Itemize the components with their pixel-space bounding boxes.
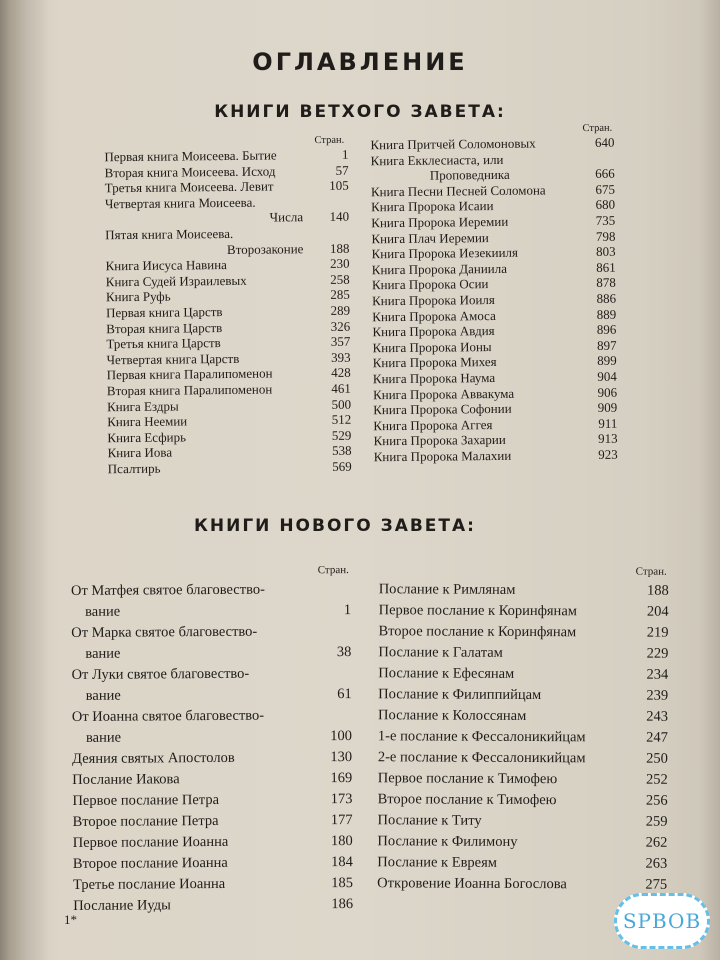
toc-entry-title-line: Книга Пророка Иезекииля	[371, 244, 519, 262]
toc-entry-title-continuation: Числа	[269, 209, 304, 225]
toc-entry-title-line: Первая книга Моисеева. Бытие	[104, 147, 277, 165]
toc-entry-title-line: Послание к Евреям	[377, 854, 498, 871]
toc-entry	[73, 873, 353, 896]
toc-entry-title-continuation: вание	[85, 687, 121, 704]
toc-entry-title-line: Книга Пророка Даниила	[371, 260, 508, 278]
toc-entry	[371, 150, 615, 184]
toc-entry-page-number: 188	[329, 240, 350, 256]
toc-entry-title-line: Второе послание Иоанна	[72, 854, 228, 872]
toc-entry-title-line: Книга Пророка Наума	[372, 369, 496, 387]
toc-entry-page-number: 428	[331, 365, 351, 381]
toc-entry	[378, 621, 668, 644]
watermark-logo: SPBOB	[614, 893, 710, 949]
toc-entry-page-number: 100	[330, 728, 353, 745]
page-column-label: Стран.	[317, 564, 349, 577]
toc-entry-title	[108, 459, 306, 477]
toc-entry-page-number: 275	[645, 876, 668, 893]
toc-entry	[73, 852, 353, 875]
toc-entry-title	[71, 579, 301, 623]
toc-entry-page-number: 38	[336, 644, 352, 661]
toc-entry-page-number: 861	[596, 259, 616, 275]
toc-entry-title-line: 1-е послание к Фессалоникийцам	[377, 728, 586, 746]
toc-entry	[71, 579, 351, 623]
page-column-label: Стран.	[582, 122, 613, 135]
toc-entry	[374, 447, 618, 465]
toc-entry-title	[73, 810, 303, 833]
toc-entry-title	[379, 600, 619, 622]
toc-entry	[72, 789, 352, 812]
toc-entry-page-number: 247	[646, 729, 668, 746]
toc-entry-title-line: Четвертая книга Царств	[106, 350, 240, 367]
toc-entry-title-line: Второе послание Петра	[72, 812, 219, 830]
toc-entry-title	[72, 768, 302, 791]
toc-entry-title-line: Вторая книга Моисеева. Исход	[104, 163, 276, 180]
toc-entry-page-number: 680	[595, 197, 616, 213]
toc-entry-page-number: 735	[595, 212, 616, 228]
toc-entry-page-number: 461	[331, 380, 351, 396]
toc-entry-page-number: 256	[645, 792, 668, 809]
toc-entry-page-number: 326	[330, 318, 351, 334]
toc-entry-title-line: Послание к Колоссянам	[378, 707, 527, 725]
toc-entry-title-line: От Иоанна святое благовество-	[71, 707, 265, 725]
toc-entry-title	[377, 831, 617, 853]
toc-entry-page-number: 243	[646, 708, 669, 725]
toc-entry-title	[378, 768, 618, 790]
toc-entry-title-line: Книга Пророка Софонии	[373, 400, 512, 418]
toc-entry	[378, 684, 668, 707]
toc-entry-page-number: 177	[330, 812, 353, 829]
toc-entry-title-line: Книга Пророка Ионы	[372, 338, 492, 355]
toc-entry-page-number: 904	[597, 368, 617, 384]
toc-entry-title	[377, 852, 617, 874]
toc-entry-title	[73, 873, 303, 896]
toc-entry-title-line: Четвертая книга Моисеева.	[104, 194, 256, 212]
toc-entry-title	[379, 579, 619, 601]
old-testament-left-column	[104, 135, 352, 477]
toc-entry-title-line: Послание к Ефесянам	[378, 665, 515, 682]
toc-entry-title-line: Книга Есфирь	[107, 429, 187, 445]
toc-entry-title-line: Первое послание к Коринфянам	[378, 602, 578, 620]
toc-entry	[378, 642, 668, 665]
toc-entry-title	[72, 705, 302, 749]
toc-entry-title-line: От Матфея святое благовество-	[70, 581, 265, 599]
toc-entry-page-number: 538	[331, 442, 352, 459]
toc-entry-page-number: 666	[595, 165, 615, 182]
toc-entry-page-number: 899	[597, 353, 617, 369]
toc-entry-title-line: Вторая книга Паралипоменон	[106, 381, 273, 399]
toc-entry-page-number: 675	[595, 181, 615, 197]
toc-entry	[378, 789, 668, 812]
toc-entry-title	[377, 873, 617, 895]
toc-entry-page-number: 250	[646, 750, 668, 767]
toc-entry-title-line: Третья книга Моисеева. Левит	[104, 178, 274, 196]
toc-entry	[379, 579, 669, 602]
toc-entry-title-line: Откровение Иоанна Богослова	[377, 875, 567, 893]
toc-entry-title-line: Послание к Филимону	[377, 833, 518, 850]
toc-entry-title-line: Псалтирь	[107, 460, 161, 477]
toc-entry-title	[72, 747, 302, 770]
toc-entry	[377, 831, 667, 854]
toc-entry-title-continuation: вание	[85, 603, 121, 620]
toc-entry	[379, 600, 669, 623]
toc-entry-page-number: 906	[597, 384, 618, 400]
toc-entry-title	[73, 852, 303, 875]
toc-entry-title-line: Книга Притчей Соломоновых	[370, 135, 536, 153]
toc-entry-title-continuation: вание	[85, 645, 121, 662]
toc-entry-title-line: Послание к Титу	[377, 812, 482, 829]
toc-entry-page-number: 889	[596, 306, 617, 322]
toc-entry-title-line: Книга Пророка Авдия	[372, 323, 495, 340]
toc-entry-title	[378, 705, 618, 727]
toc-entry-page-number: 878	[596, 275, 616, 291]
toc-entry-title	[377, 810, 617, 832]
toc-entry-title-line: Послание к Филиппийцам	[378, 686, 542, 704]
toc-entry-title	[105, 194, 303, 227]
toc-entry-title-line: Третье послание Иоанна	[72, 875, 226, 893]
toc-entry-title	[371, 151, 569, 184]
toc-entry-title-line: Послание к Римлянам	[378, 581, 516, 598]
toc-entry-title-line: Послание к Галатам	[378, 644, 503, 661]
toc-entry	[73, 831, 353, 854]
toc-entry-title-continuation: вание	[85, 729, 122, 746]
toc-entry-title	[71, 663, 301, 707]
toc-entry-page-number: 258	[330, 271, 350, 287]
toc-entry-title	[378, 747, 618, 769]
toc-entry-title-line: Книга Ездры	[106, 398, 179, 414]
toc-entry-title	[71, 621, 301, 665]
toc-entry-title	[378, 726, 618, 748]
toc-entry-page-number: 500	[331, 396, 352, 412]
toc-entry-title-line: Первое послание Петра	[72, 791, 220, 809]
toc-entry-page-number: 1	[343, 602, 352, 619]
toc-entry-title	[374, 447, 572, 465]
toc-entry-title-line: Послание Иуды	[73, 897, 171, 914]
toc-entry-title-line: От Луки святое благовество-	[71, 665, 250, 683]
toc-entry-title-line: Книга Пророка Малахии	[373, 447, 512, 465]
toc-entry	[377, 852, 667, 875]
toc-entry-title-line: От Марка святое благовество-	[71, 623, 258, 641]
toc-entry	[377, 810, 667, 833]
toc-entry	[370, 135, 614, 153]
new-testament-left-column	[71, 561, 353, 917]
toc-entry-page-number: 285	[330, 287, 350, 303]
toc-entry-page-number: 262	[645, 834, 668, 851]
toc-entry-page-number: 61	[337, 686, 352, 703]
toc-entry-title-line: Книга Песни Песней Соломона	[370, 182, 546, 200]
toc-entry-title-line: Первое послание к Тимофею	[377, 770, 558, 788]
toc-entry-title	[378, 621, 618, 643]
toc-entry-title	[73, 894, 303, 917]
toc-entry-page-number: 897	[596, 337, 617, 353]
toc-entry	[108, 459, 352, 477]
signature-mark: 1*	[64, 912, 77, 927]
toc-entry-title-line: Книга Пророка Иоиля	[371, 291, 495, 309]
toc-entry	[71, 663, 351, 707]
toc-entry-page-number: 913	[597, 430, 618, 447]
old-testament-heading: КНИГИ ВЕТХОГО ЗАВЕТА:	[214, 102, 506, 122]
toc-entry-title-line: Книга Пророка Михея	[372, 354, 497, 371]
toc-entry-page-number: 173	[330, 791, 353, 808]
toc-entry-page-number: 911	[598, 415, 618, 431]
toc-entry-title-line: Вторая книга Царств	[106, 319, 223, 336]
toc-entry-title-line: Первое послание Иоанна	[72, 833, 229, 851]
toc-entry-page-number: 184	[331, 854, 353, 871]
toc-entry-page-number: 140	[329, 209, 350, 225]
toc-entry	[378, 705, 668, 728]
toc-entry-title-line: Книга Иова	[107, 444, 173, 461]
old-testament-right-column	[370, 123, 618, 465]
toc-entry	[377, 873, 667, 896]
toc-entry-page-number: 239	[646, 687, 669, 704]
toc-entry-title	[73, 831, 303, 854]
toc-entry-title-line: Второе послание к Коринфянам	[378, 623, 577, 641]
toc-entry-page-number: 130	[330, 749, 353, 766]
toc-entry-title-line: Книга Пророка Иеремии	[371, 213, 509, 231]
toc-entry-page-number: 263	[645, 855, 668, 872]
toc-entry-title-line: Послание Иакова	[72, 771, 180, 788]
toc-entry-page-number: 1	[341, 146, 349, 162]
toc-entry	[378, 768, 668, 791]
toc-entry	[378, 747, 668, 770]
toc-entry-title	[378, 789, 618, 811]
toc-entry	[378, 726, 668, 749]
page-title: ОГЛАВЛЕНИЕ	[252, 48, 468, 76]
new-testament-heading: КНИГИ НОВОГО ЗАВЕТА:	[194, 516, 476, 536]
new-testament-right-column	[377, 561, 669, 896]
toc-entry-title	[378, 663, 618, 685]
toc-entry-page-number: 229	[646, 645, 669, 662]
toc-entry-title-line: Книга Пророка Амоса	[372, 307, 496, 324]
toc-entry-page-number: 204	[646, 603, 669, 620]
toc-entry-page-number: 185	[331, 875, 354, 892]
toc-entry-page-number: 234	[646, 666, 669, 683]
toc-entry-title-line: Первая книга Царств	[105, 303, 223, 321]
toc-entry-title-line: Пятая книга Моисеева.	[105, 225, 234, 243]
toc-entry-title-line: Книга Пророка Аггея	[373, 416, 493, 433]
toc-entry-page-number: 803	[595, 243, 616, 260]
toc-entry-page-number: 529	[331, 427, 352, 443]
toc-entry	[378, 663, 668, 686]
toc-entry-title-line: Третья книга Царств	[106, 335, 221, 352]
toc-entry-page-number: 230	[329, 255, 350, 272]
page-column-label: Стран.	[635, 565, 667, 578]
toc-entry-title-line: Книга Иисуса Навина	[105, 257, 227, 274]
page-column-label: Стран.	[314, 134, 345, 147]
toc-entry-page-number: 57	[335, 162, 349, 178]
toc-entry	[72, 747, 352, 770]
toc-entry-page-number: 909	[597, 399, 618, 416]
toc-entry-page-number: 186	[331, 896, 354, 913]
toc-entry-page-number: 219	[646, 624, 669, 641]
toc-entry-title	[105, 225, 303, 258]
toc-entry-title-line: Книга Пророка Аввакума	[372, 385, 515, 402]
toc-entry-title-continuation: Проповедника	[429, 167, 510, 183]
toc-entry	[72, 768, 352, 791]
toc-entry-title-line: 2-е послание к Фессалоникийцам	[377, 749, 586, 767]
toc-entry-title-line: Книга Неемии	[107, 413, 188, 430]
toc-entry-title	[378, 642, 618, 664]
toc-entry-page-number: 886	[596, 290, 617, 306]
toc-entry	[72, 705, 352, 749]
toc-entry-title	[72, 789, 302, 812]
toc-entry-title-line: Книга Судей Израилевых	[105, 272, 247, 290]
toc-entry-page-number: 569	[332, 458, 352, 474]
toc-entry-page-number: 188	[646, 582, 669, 599]
toc-entry-page-number: 393	[330, 349, 351, 365]
toc-entry-title-line: Книга Екклесиаста, или	[370, 151, 504, 168]
toc-entry-page-number: 180	[330, 833, 353, 850]
toc-entry-title-line: Первая книга Паралипоменон	[106, 365, 273, 383]
toc-entry-page-number: 105	[329, 177, 349, 194]
book-gutter	[0, 0, 48, 960]
toc-entry-title-line: Книга Плач Иеремии	[371, 229, 489, 246]
toc-entry-page-number: 923	[598, 446, 618, 462]
toc-entry-title-line: Книга Пророка Осии	[371, 276, 489, 293]
toc-entry-page-number: 169	[330, 770, 353, 787]
toc-entry-page-number: 252	[645, 771, 668, 788]
toc-entry	[73, 810, 353, 833]
toc-entry-page-number: 896	[596, 321, 617, 338]
toc-entry	[71, 621, 351, 665]
toc-entry	[105, 178, 349, 196]
toc-entry-page-number: 640	[594, 134, 615, 150]
toc-entry-page-number: 798	[595, 228, 616, 244]
toc-entry-title-line: Книга Пророка Исаии	[371, 198, 494, 215]
toc-entry-title-line: Второе послание к Тимофею	[377, 791, 557, 809]
toc-entry-page-number: 289	[330, 302, 351, 318]
toc-entry-page-number: 357	[330, 333, 351, 350]
toc-entry-title-line: Деяния святых Апостолов	[72, 749, 235, 767]
toc-entry	[73, 894, 353, 917]
toc-entry-title	[378, 684, 618, 706]
toc-entry-title-line: Книга Руфь	[105, 288, 171, 305]
toc-entry-page-number: 512	[331, 411, 352, 428]
toc-entry-title-continuation: Второзаконие	[226, 240, 304, 257]
toc-entry-page-number: 259	[645, 813, 668, 830]
toc-entry	[105, 225, 349, 259]
toc-entry-title-line: Книга Пророка Захарии	[373, 432, 506, 449]
toc-entry	[105, 194, 349, 228]
